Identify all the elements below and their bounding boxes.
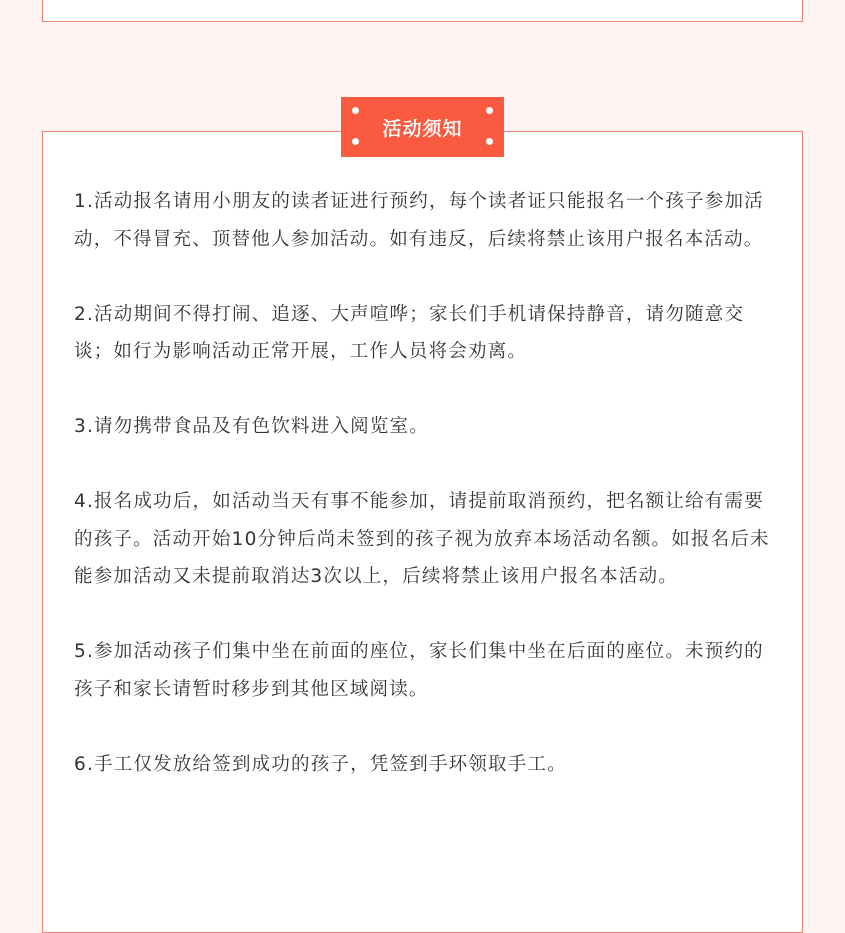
section-title-badge xyxy=(341,97,504,157)
notice-item-6: 6.手工仅发放给签到成功的孩子，凭签到手环领取手工。 xyxy=(74,753,567,775)
notice-item-1: 1.活动报名请用小朋友的读者证进行预约，每个读者证只能报名一个孩子参加活动，不得冒充、顶替他人参加活动。如有违反，后续将禁止该用户报名本活动。 xyxy=(74,191,764,250)
notice-item-4: 4.报名成功后，如活动当天有事不能参加，请提前取消预约，把名额让给有需要的孩子。活动开始10分钟后尚未签到的孩子视为放弃本场活动名额。如报名后未能参加活动又未提前取消达3次以上，后续将禁止该用户报名本活动。 xyxy=(74,491,770,587)
previous-section-box xyxy=(42,0,803,22)
notice-item-5: 5.参加活动孩子们集中坐在前面的座位，家长们集中坐在后面的座位。未预约的孩子和家长请暂时移步到其他区域阅读。 xyxy=(74,641,764,700)
decorative-dot-icon xyxy=(486,107,493,114)
decorative-dot-icon xyxy=(352,107,359,114)
notice-list xyxy=(74,183,774,821)
decorative-dot-icon xyxy=(486,138,493,145)
decorative-dot-icon xyxy=(352,138,359,145)
section-title: 活动须知 xyxy=(382,117,463,140)
notice-item-2: 2.活动期间不得打闹、追逐、大声喧哗；家长们手机请保持静音，请勿随意交谈；如行为影响活动正常开展，工作人员将会劝离。 xyxy=(74,303,745,362)
notice-item-3: 3.请勿携带食品及有色饮料进入阅览室。 xyxy=(74,416,429,437)
